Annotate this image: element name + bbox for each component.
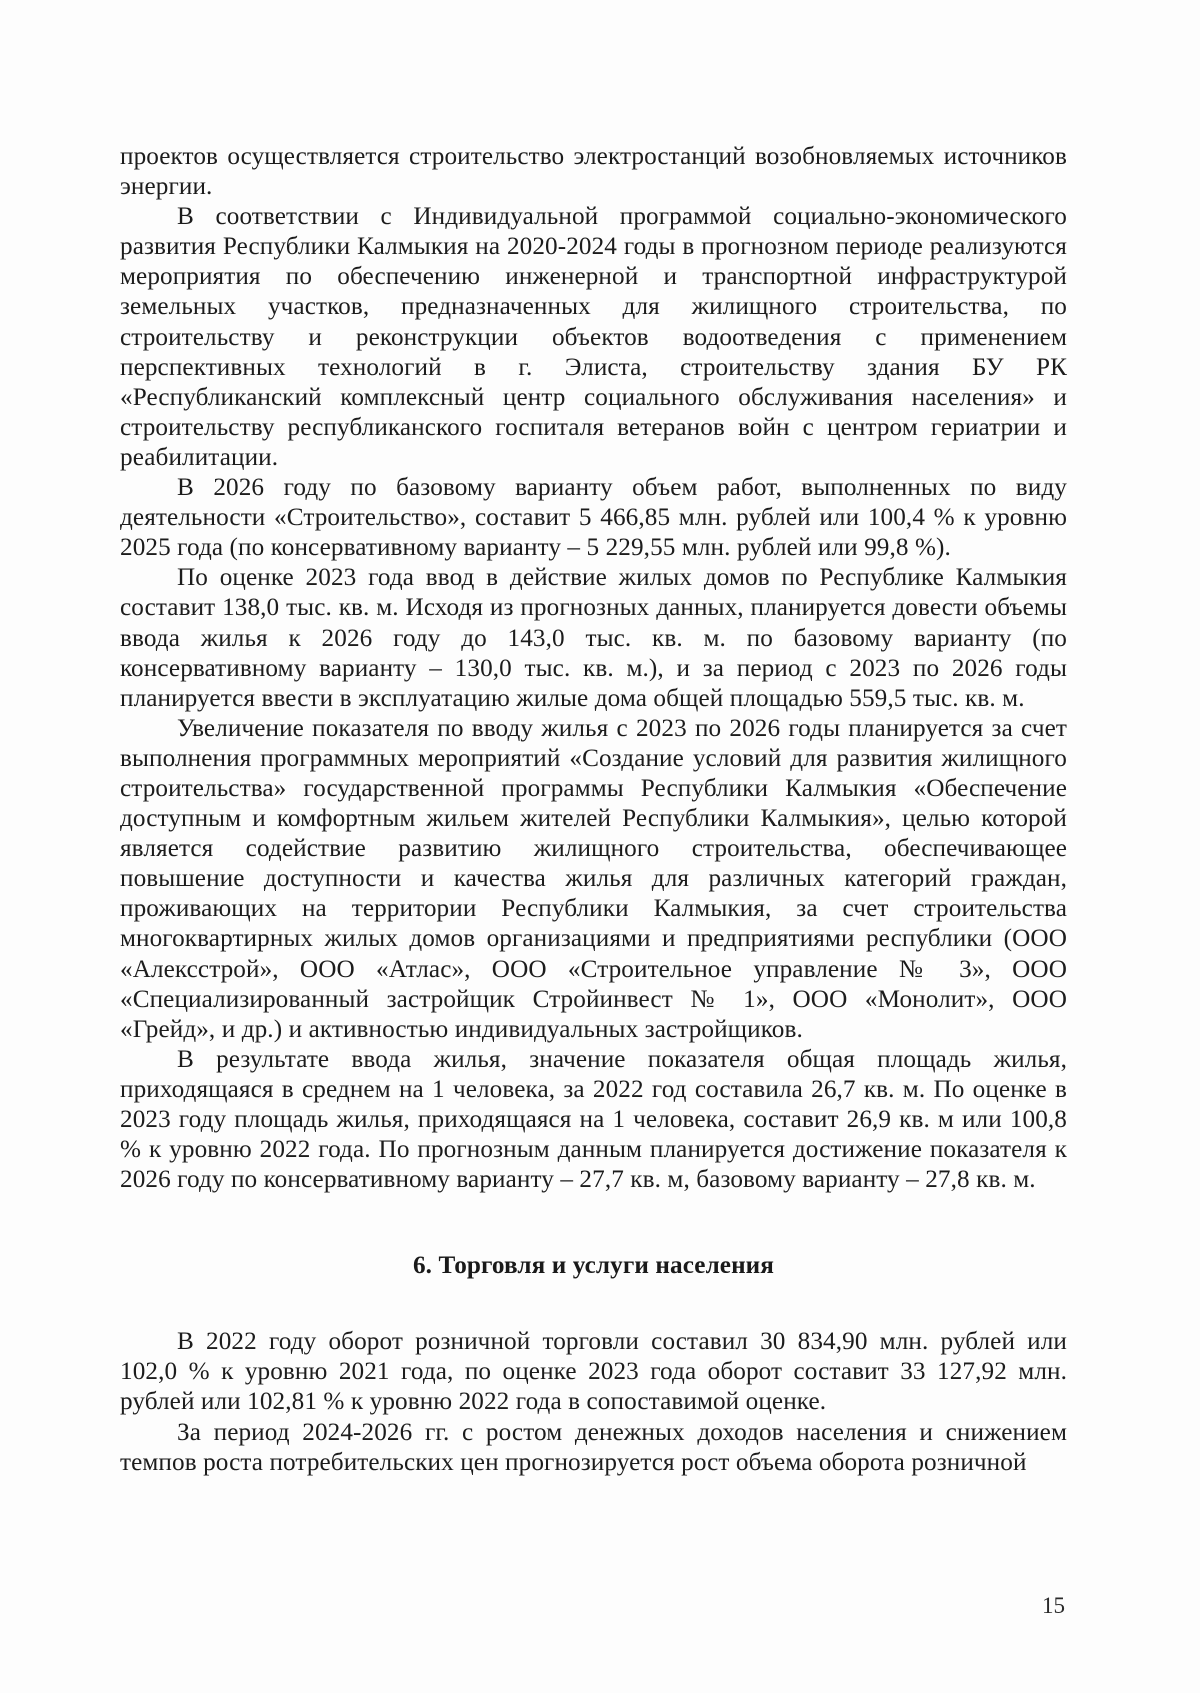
section-heading: 6. Торговля и услуги населения — [412, 1252, 775, 1280]
paragraph-housing-commissioning: По оценке 2023 года ввод в действие жилых домов по Республике Калмыкия составит 138,0 тыс. кв. м. Исходя из прогнозных данных, планируется довести объемы ввода жилья к 2026 году до 143,0 тыс. кв. м. по базовому варианту (по консервативному варианту – 130,0 тыс. кв. м.), и за период с 2023 по 2026 годы планируется ввести в эксплуатацию жилые дома общей площадью 559,5 тыс. кв. м. — [120, 564, 1067, 712]
paragraph-housing-programs: Увеличение показателя по вводу жилья с 2023 по 2026 годы планируется за счет выполнения программных мероприятий «Создание условий для развития жилищного строительства» государственной программы Республики Калмыкия «Обеспечение доступным и комфортным жильем жителей Республики Калмыкия», целью которой является содействие развитию жилищного строительства, обеспечивающее повышение доступности и качества жилья для различных категорий граждан, проживающих на территории Республики Калмыкия, за счет строительства многоквартирных жилых домов организациями и предприятиями республики (ООО «Алексстрой», ООО «Атлас», ООО «Строительное управление № 3», ООО «Специализированный застройщик Стройинвест № 1», ООО «Монолит», ООО «Грейд», и др.) и активностью индивидуальных застройщиков. — [120, 714, 1067, 1043]
paragraph-living-area: В результате ввода жилья, значение показателя общая площадь жилья, приходящаяся в среднем на 1 человека, за 2022 год составила 26,7 кв. м. По оценке в 2023 году площадь жилья, приходящаяся на 1 человека, составит 26,9 кв. м или 100,8 % к уровню 2022 года. По прогнозным данным планируется достижение показателя к 2026 году по консервативному варианту – 27,7 кв. м, базовому варианту – 27,8 кв. м. — [120, 1045, 1067, 1194]
paragraph-construction-volume: В 2026 году по базовому варианту объем работ, выполненных по виду деятельности «Строительство», составит 5 466,85 млн. рублей или 100,4 % к уровню 2025 года (по консервативному варианту – 5 229,55 млн. рублей или 99,8 %). — [120, 474, 1067, 562]
document-body — [120, 142, 1067, 1478]
paragraph-individual-program: В соответствии с Индивидуальной программой социально-экономического развития Республики Калмыкия на 2020-2024 годы в прогнозном периоде реализуются мероприятия по обеспечению инженерной и транспортной инфраструктурой земельных участков, предназначенных для жилищного строительства, по строительству и реконструкции объектов водоотведения с применением перспективных технологий в г. Элиста, строительству здания БУ РК «Республиканский комплексный центр социального обслуживания населения» и строительству республиканского госпиталя ветеранов войн с центром гериатрии и реабилитации. — [120, 203, 1067, 471]
page-number: 15 — [1042, 1593, 1065, 1618]
paragraph-retail-turnover: В 2022 году оборот розничной торговли составил 30 834,90 млн. рублей или 102,0 % к уровню 2021 года, по оценке 2023 года оборот составит 33 127,92 млн. рублей или 102,81 % к уровню 2022 года в сопоставимой оценке. — [120, 1328, 1067, 1416]
paragraph-continuation: проектов осуществляется строительство электростанций возобновляемых источников энергии. — [120, 143, 1067, 201]
paragraph-retail-forecast: За период 2024-2026 гг. с ростом денежных доходов населения и снижением темпов роста потребительских цен прогнозируется рост объема оборота розничной — [120, 1418, 1067, 1476]
